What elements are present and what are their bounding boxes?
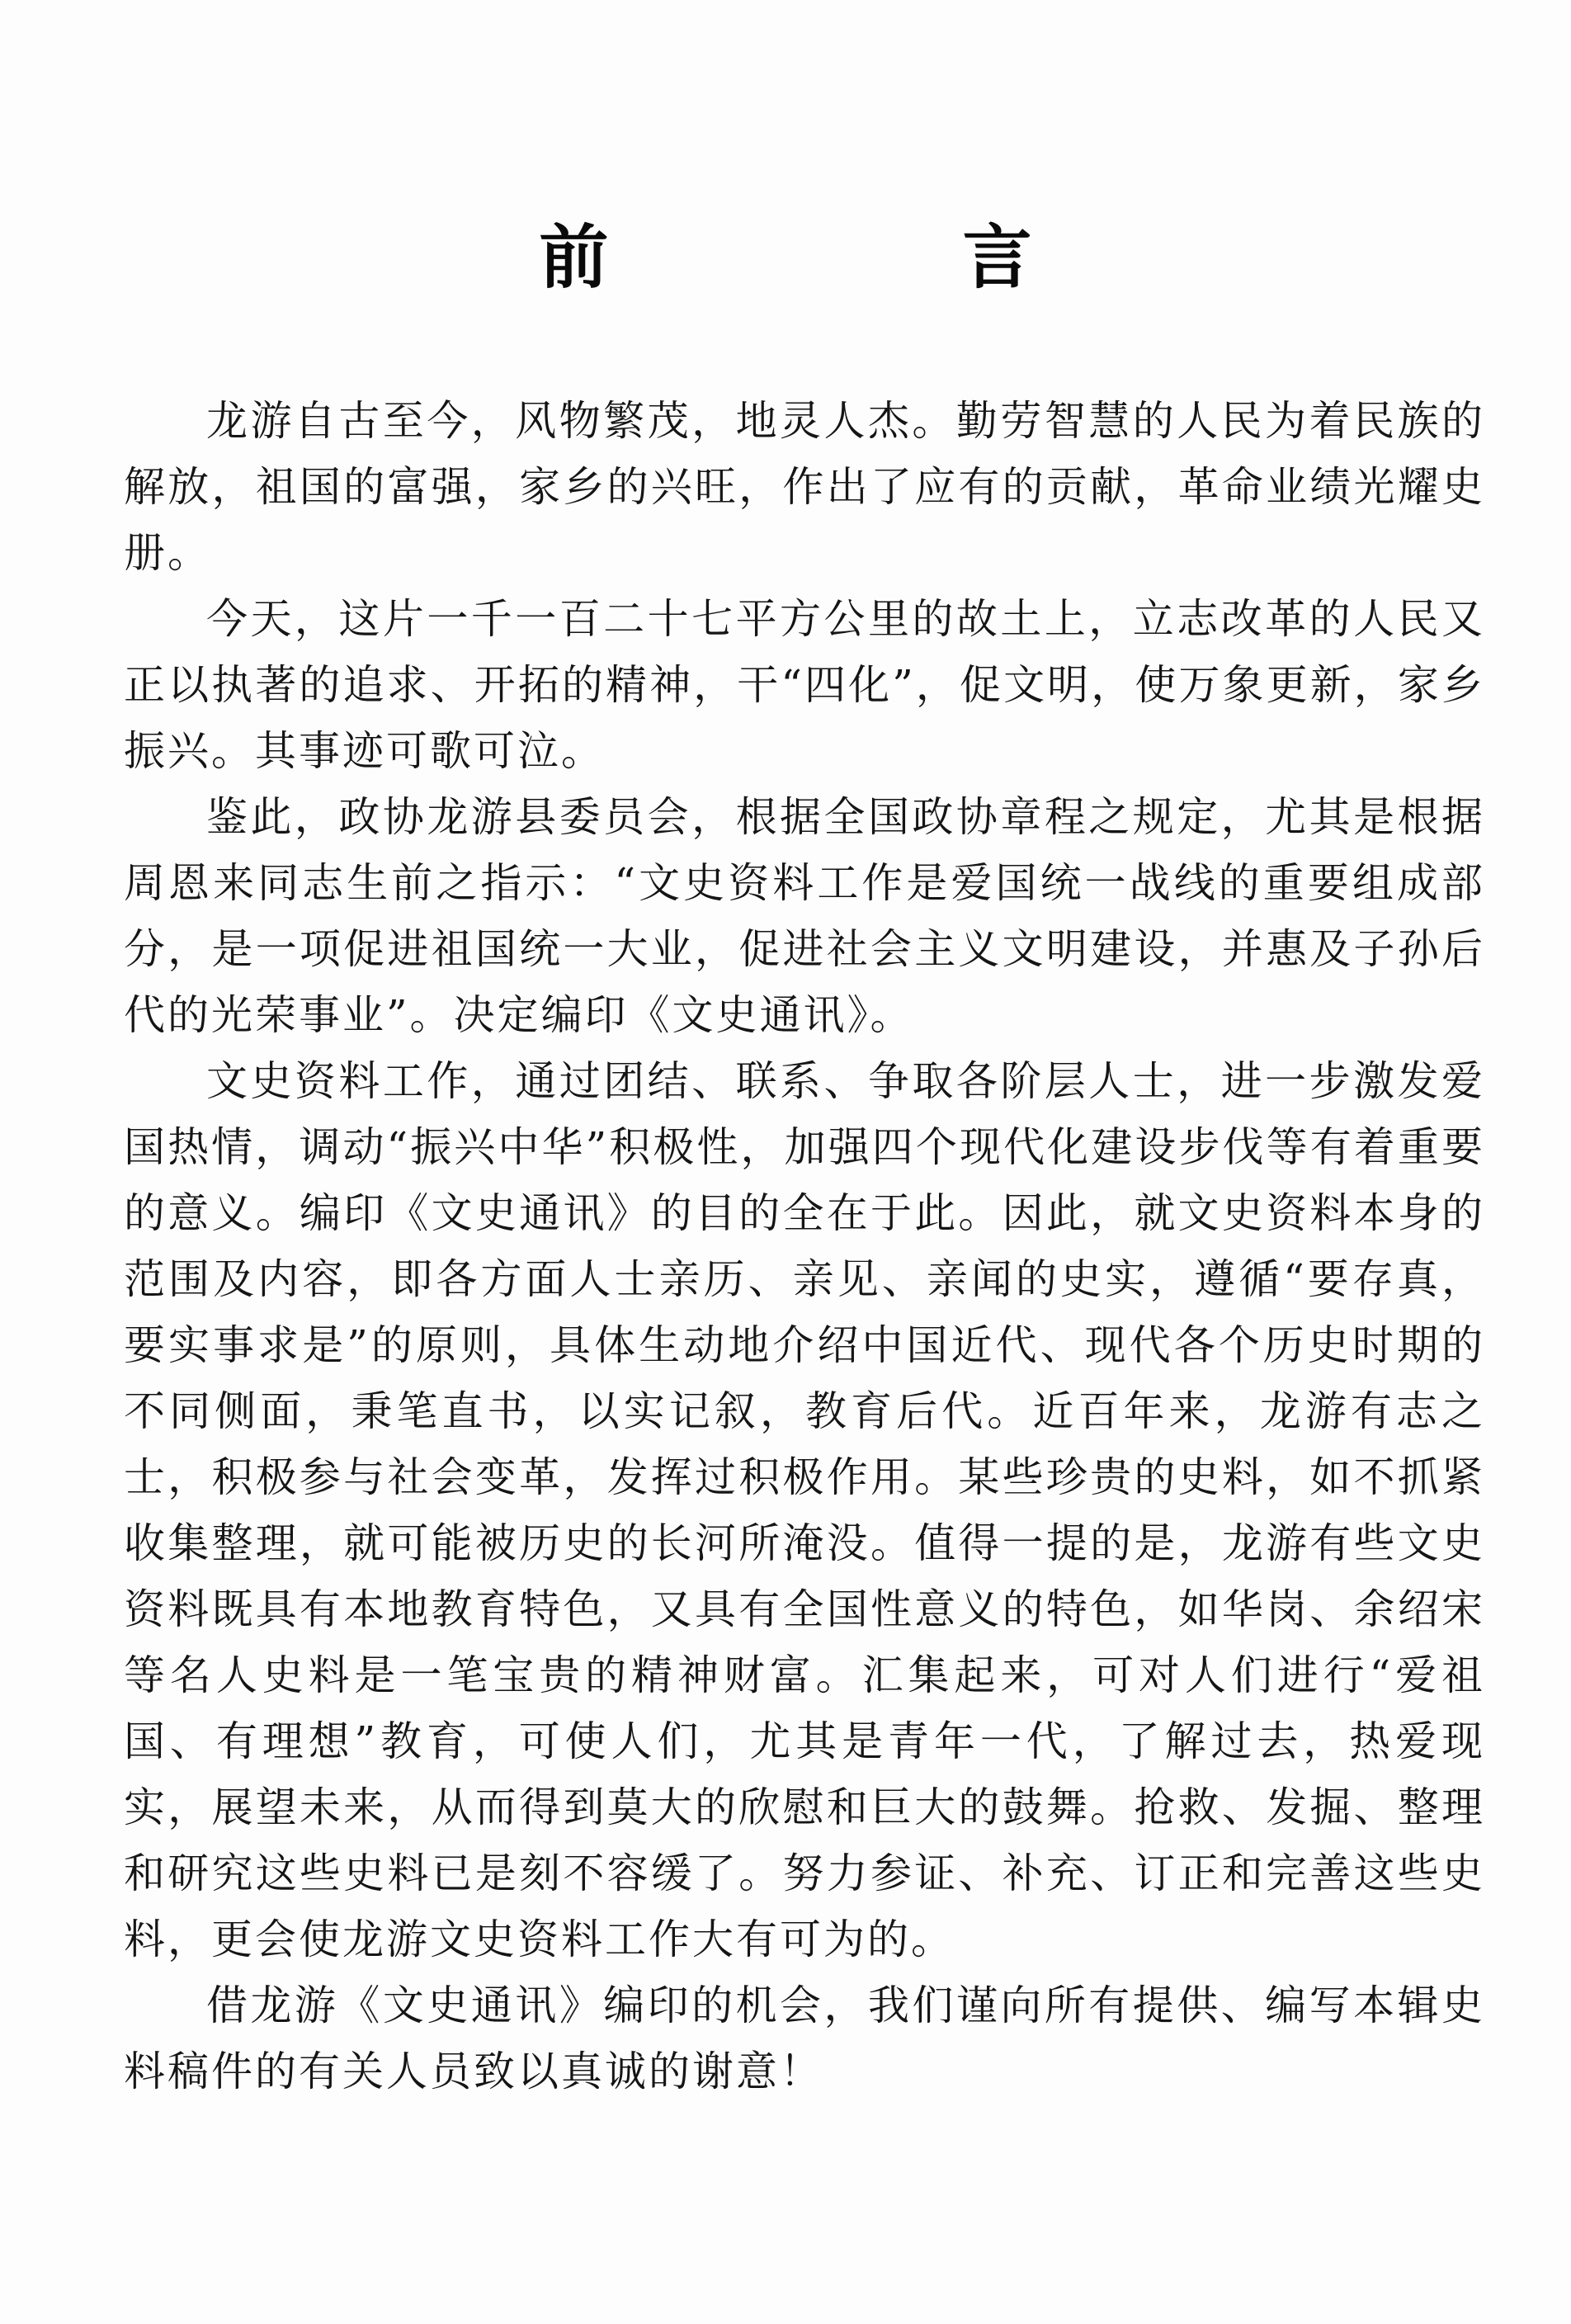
paragraph-5: 借龙游《文史通讯》编印的机会，我们谨向所有提供、编写本辑史料稿件的有关人员致以真诚的谢意！ <box>124 1982 1485 2095</box>
paragraph-2: 今天，这片一千一百二十七平方公里的故土上，立志改革的人民又正以执著的追求、开拓的精神，干“四化”，促文明，使万象更新，家乡振兴。其事迹可歌可泣。 <box>124 595 1485 775</box>
page-title: 前 言 <box>539 217 1197 298</box>
paragraph-1: 龙游自古至今，风物繁茂，地灵人杰。勤劳智慧的人民为着民族的解放，祖国的富强，家乡的兴旺，作出了应有的贡献，革命业绩光耀史册。 <box>124 397 1485 577</box>
paragraph-4: 文史资料工作，通过团结、联系、争取各阶层人士，进一步激发爱国热情，调动“振兴中华”积极性，加强四个现代化建设步伐等有着重要的意义。编印《文史通讯》的目的全在于此。因此，就文史资料本身的范围及内容，即各方面人士亲历、亲见、亲闻的史实，遵循“要存真，要实事求是”的原则，具体生动地介绍中国近代、现代各个历史时期的不同侧面，秉笔直书，以实记叙，教育后代。近百年来，龙游有志之士，积极参与社会变革，发挥过积极作用。某些珍贵的史料，如不抓紧收集整理，就可能被历史的长河所淹没。值得一提的是，龙游有些文史资料既具有本地教育特色，又具有全国性意义的特色，如华岗、余绍宋等名人史料是一笔宝贵的精神财富。汇集起来，可对人们进行“爱祖国、有理想”教育，可使人们，尤其是青年一代，了解过去，热爱现实，展望未来，从而得到莫大的欣慰和巨大的鼓舞。抢救、发掘、整理和研究这些史料已是刻不容缓了。努力参证、补充、订正和完善这些史料，更会使龙游文史资料工作大有可为的。 <box>124 1057 1485 1963</box>
document-body <box>124 388 1485 2104</box>
paragraph-3: 鉴此，政协龙游县委员会，根据全国政协章程之规定，尤其是根据周恩来同志生前之指示：“文史资料工作是爱国统一战线的重要组成部分，是一项促进祖国统一大业，促进社会主义文明建设，并惠及子孙后代的光荣事业”。决定编印《文史通讯》。 <box>124 793 1485 1039</box>
